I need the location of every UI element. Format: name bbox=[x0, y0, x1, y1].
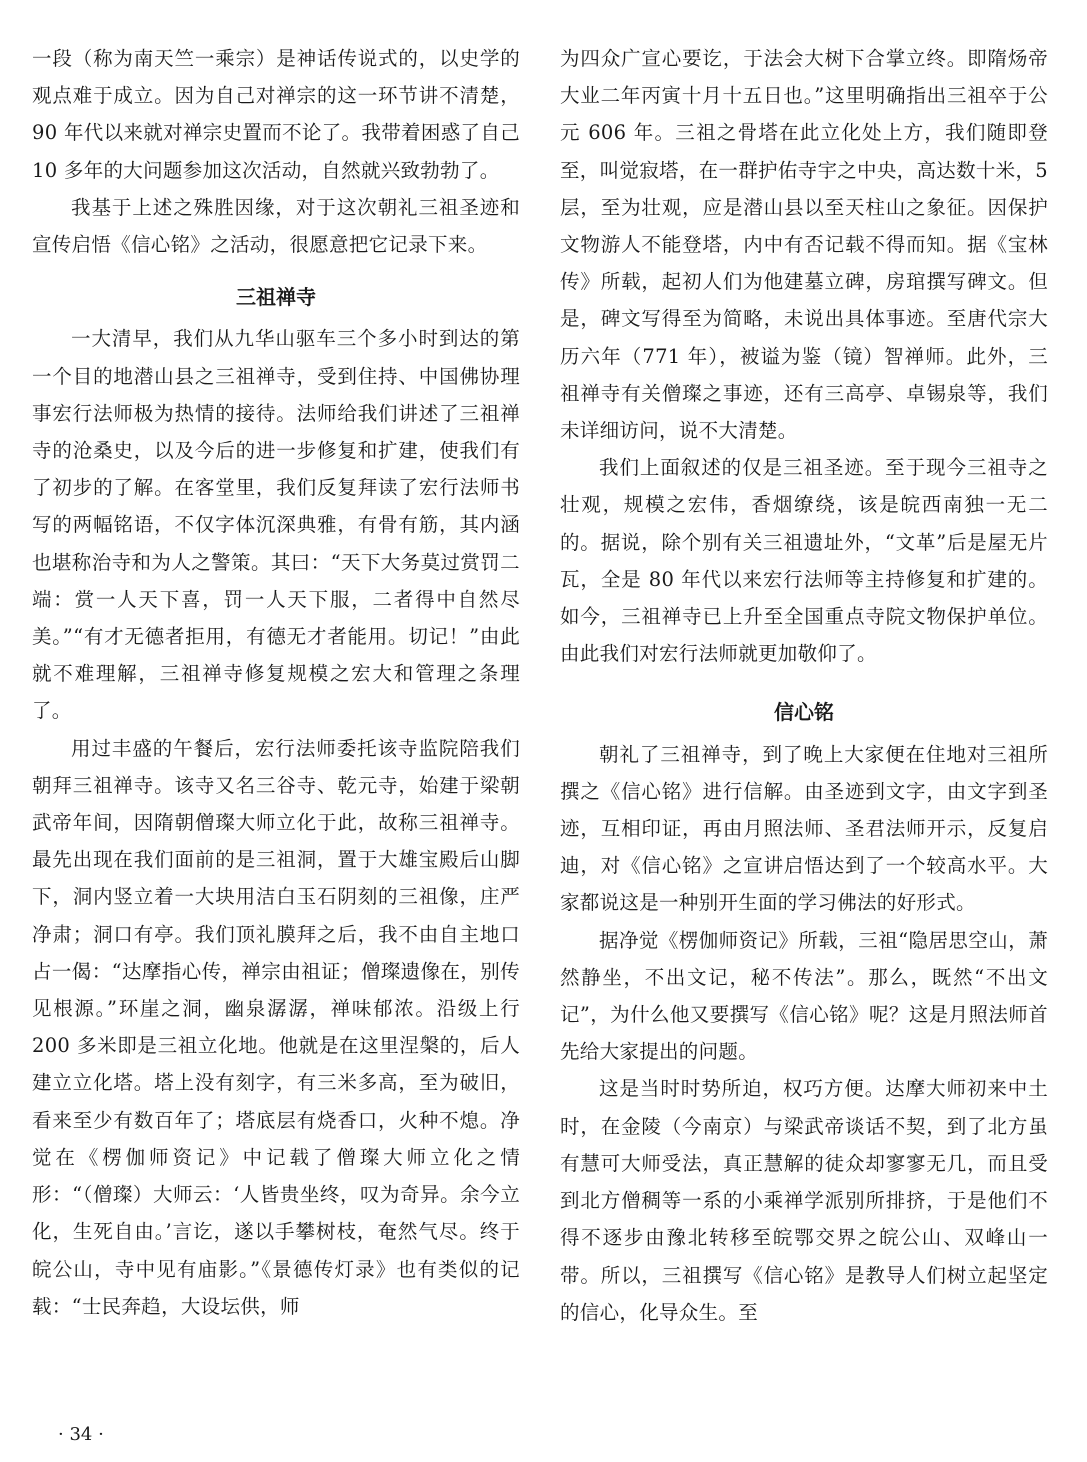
paragraph: 用过丰盛的午餐后，宏行法师委托该寺监院陪我们朝拜三祖禅寺。该寺又名三谷寺、乾元寺，始建于梁朝武帝年间，因隋朝僧璨大师立化于此，故称三祖禅寺。最先出现在我们面前的是三祖洞，置于大雄宝殿后山脚下，洞内竖立着一大块用洁白玉石阴刻的三祖像，庄严净肃；洞口有亭。我们顶礼膜拜之后，我不由自主地口占一偈：“达摩指心传，禅宗由祖证；僧璨遗像在，别传见根源。”环崖之洞，幽泉潺潺，禅味郁浓。沿级上行 200 多米即是三祖立化地。他就是在这里涅槃的，后人建立立化塔。塔上没有刻字，有三米多高，至为破旧，看来至少有数百年了；塔底层有烧香口，火种不熄。净觉在《楞伽师资记》中记载了僧璨大师立化之情形：“（僧璨）大师云：‘人皆贵坐终，叹为奇异。余今立化，生死自由。’言讫，遂以手攀树枝，奄然气尽。终于皖公山，寺中见有庙影。”《景德传灯录》也有类似的记载：“士民奔趋，大设坛供，师 bbox=[32, 736, 520, 1318]
paragraph: 朝礼了三祖禅寺，到了晚上大家便在住地对三祖所撰之《信心铭》进行信解。由圣迹到文字，由文字到圣迹，互相印证，再由月照法师、圣君法师开示，反复启迪，对《信心铭》之宣讲启悟达到了一个较高水平。大家都说这是一种别开生面的学习佛法的好形式。 bbox=[560, 742, 1048, 915]
paragraph: 为四众广宣心要讫，于法会大树下合掌立终。即隋炀帝大业二年丙寅十月十五日也。”这里明确指出三祖卒于公元 606 年。三祖之骨塔在此立化处上方，我们随即登至，叫觉寂塔，在一群护佑寺宇之中央，高达数十米，5 层，至为壮观，应是潜山县以至天柱山之象征。因保护文物游人不能登塔，内中有否记载不得而知。据《宝林传》所载，起初人们为他建墓立碑，房琯撰写碑文。但是，碑文写得至为简略，未说出具体事迹。至唐代宗大历六年（771 年），被谥为鉴（镜）智禅师。此外，三祖禅寺有关僧璨之事迹，还有三高亭、卓锡泉等，我们未详细访问，说不大清楚。 bbox=[560, 47, 1048, 443]
section-heading: 信心铭 bbox=[774, 700, 834, 725]
paragraph: 一段（称为南天竺一乘宗）是神话传说式的，以史学的观点难于成立。因为自己对禅宗的这一环节讲不清楚，90 年代以来就对禅宗史置而不论了。我带着困惑了自己 10 多年的大问题参加这次活动，自然就兴致勃勃了。 bbox=[32, 47, 520, 182]
paragraph: 我们上面叙述的仅是三祖圣迹。至于现今三祖寺之壮观，规模之宏伟，香烟缭绕，该是皖西南独一无二的。据说，除个别有关三祖遗址外，“文革”后是屋无片瓦，全是 80 年代以来宏行法师等主持修复和扩建的。如今，三祖禅寺已上升至全国重点寺院文物保护单位。由此我们对宏行法师就更加敬仰了。 bbox=[560, 456, 1048, 666]
paragraph: 这是当时时势所迫，权巧方便。达摩大师初来中土时，在金陵（今南京）与梁武帝谈话不契，到了北方虽有慧可大师受法，真正慧解的徒众却寥寥无几，而且受到北方僧稠等一系的小乘禅学派别所排挤，于是他们不得不逐步由豫北转移至皖鄂交界之皖公山、双峰山一带。所以，三祖撰写《信心铭》是教导人们树立起坚定的信心，化导众生。至 bbox=[560, 1077, 1048, 1324]
page-number: · 34 · bbox=[58, 1424, 104, 1445]
right-column bbox=[560, 40, 1048, 1331]
left-column bbox=[32, 40, 520, 1325]
paragraph: 据净觉《楞伽师资记》所载，三祖“隐居思空山，萧然静坐，不出文记，秘不传法”。那么，既然“不出文记”，为什么他又要撰写《信心铭》呢？这是月照法师首先给大家提出的问题。 bbox=[560, 928, 1048, 1064]
paragraph: 我基于上述之殊胜因缘，对于这次朝礼三祖圣迹和宣传启悟《信心铭》之活动，很愿意把它记录下来。 bbox=[32, 195, 520, 257]
section-heading: 三祖禅寺 bbox=[236, 285, 316, 310]
paragraph: 一大清早，我们从九华山驱车三个多小时到达的第一个目的地潜山县之三祖禅寺，受到住持、中国佛协理事宏行法师极为热情的接待。法师给我们讲述了三祖禅寺的沧桑史，以及今后的进一步修复和扩建，使我们有了初步的了解。在客堂里，我们反复拜读了宏行法师书写的两幅铭语，不仅字体沉深典雅，有骨有筋，其内涵也堪称治寺和为人之警策。其曰：“天下大务莫过赏罚二端：赏一人天下喜，罚一人天下服，二者得中自然尽美。”“有才无德者拒用，有德无才者能用。切记！”由此就不难理解，三祖禅寺修复规模之宏大和管理之条理了。 bbox=[32, 327, 520, 723]
